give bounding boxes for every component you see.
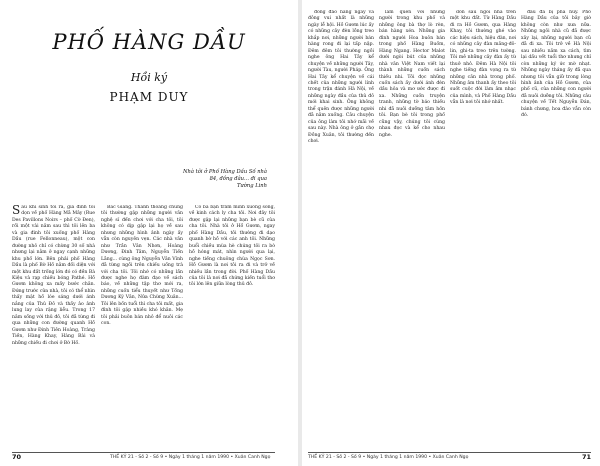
left-page (0, 0, 298, 466)
article-subtitle: Hồi ký (130, 71, 168, 84)
epigraph-source: Tường Linh (236, 183, 267, 189)
right-column-3 (450, 10, 516, 445)
article-author: PHẠM DUY (109, 90, 189, 104)
epigraph (183, 169, 267, 190)
left-column-1 (12, 205, 95, 445)
left-column-1-text: au khi sinh tôi ra, gia đình tôi dọn về phố Hàng Mã Mây (Rue Des Pavillons Noirs – phố Cờ Đen), rồi một vài năm sau thì tôi lên ba và gia đình tôi xuống phố Hàng Dầu (rue Fellonneau), một con đường nhỏ chỉ có chừng 30 số nhà nhưng lại nằm ở ngay cạnh những khu phố lớn. Bên phải phố Hàng Dầu là phố Bờ Hồ nằm đối diện với một khu đất trống lớn đó có đền Bà Kiệu và rạp chiếu bóng Pathé. Hồ Gươm không xa mấy bước chân. Đứng trước cửa nhà, tôi có thể nhìn thấy mặt hồ lóe sáng dưới ánh nắng của Thủ Đô và thấy ảo ảnh lung lay của rặng liễu. Trong 17 năm sống với thủ đô, tôi đã từng đi qua những con đường quanh Hồ Gươm như Đinh Tiên Hoàng, Tràng Tiền, Hàng Khay, Hàng Bài và những chiều đi chơi ở Bờ Hồ. (12, 205, 95, 346)
left-column-2-text: Bắc Giang. Thành thoảng chúng tôi thường gặp những người văn nghệ sĩ đến chơi với cha tôi, tôi không có dịp gặp lại họ về sau nhưng những hình ảnh ngày ấy vẫn còn nguyên vẹn. Các nhà văn như Trần Văn Nhơn, Hoàng Dương, Đinh Tâm, Nguyễn Tiến Lãng... cùng ông Nguyễn Văn Vĩnh đã từng ngồi trên chiếu uống trà với cha tôi. Tôi nhớ có những lần được nghe họ đàm đạo về sách báo, về những tập thơ mới ra, những cuốn tiểu thuyết như Tống Dương Ký Văn, Nửa Chừng Xuân... Tôi lên bốn tuổi thì cha tôi mất, gia đình tôi gặp nhiều khó khăn. Mẹ tôi phải buôn bán nhỏ để nuôi các con. (101, 205, 183, 327)
right-column-1 (308, 10, 374, 445)
page-number-left: 70 (12, 453, 22, 461)
epigraph-text: Nhà tôi ở Phố Hàng Dầu Số nhà 84, đồng đâu... đi qua (183, 169, 267, 182)
left-column-3-text: Có bà bạn trầm mình xuống sông, về kinh cách ly cha tôi. Nơi đây tôi được gặp lại những bạn bè cũ của cha tôi. Nhà tôi ở Hồ Gươm, ngay phố Hàng Dầu, tôi thường đi dạo quanh bờ hồ với các anh tôi. Những buổi chiều mùa hè chúng tôi ra bờ hồ hóng mát, nhìn người qua lại, nghe tiếng chuông chùa Ngọc Sơn. Hồ Gươm là nơi tôi ra đi và trở về nhiều lần trong đời. Phố Hàng Dầu của tôi là nơi đã chứng kiến tuổi thơ tôi lớn lên giữa lòng thủ đô. (189, 205, 275, 288)
footer-caption-left: THẾ KỶ 21 - Số 2 - Số 9 • Ngày 1 tháng 1 năm 1990 • Xuân Canh Ngọ (110, 455, 271, 460)
right-page (302, 0, 600, 466)
left-column-2 (101, 205, 183, 445)
page-number-right: 71 (581, 453, 591, 461)
footer-caption-right: THẾ KỶ 21 - Số 2 - Số 9 • Ngày 1 tháng 1 năm 1990 • Xuân Canh Ngọ (308, 455, 469, 460)
right-column-2 (379, 10, 445, 445)
right-column-1-text: đông đảo hàng ngày và đông vui nhất là những ngày lễ hội. Hồ Gươm lúc ấy có những cây đèn lồng treo khắp nơi, những người bán hàng rong đi lại tấp nập. Đêm đêm tôi thường ngồi nghe ông Hai Tây kể chuyện về những người Tây, người Tàu, người Pháp. Ông Hai Tây kể chuyện về cái chết của những người lính trong trận đánh Hà Nội, về những ngày đầu của thủ đô mới khai sinh. Ông không thể quên được những người đã nằm xuống. Câu chuyện của ông làm tôi nhớ mãi về sau này. Nhà ông ở gần chợ Đồng Xuân, tôi thường đến chơi. (308, 10, 374, 145)
right-column-4 (521, 10, 591, 445)
drop-cap: S (12, 205, 21, 217)
right-column-4-text: đầu đã bị phá hủy. Phố Hàng Dầu của tôi bây giờ không còn như xưa nữa. Những ngôi nhà cũ đã được xây lại, những người bạn cũ đã đi xa. Tôi trở về Hà Nội sau nhiều năm xa cách, tìm lại dấu vết tuổi thơ nhưng chỉ còn những ký ức mờ nhạt. Những ngày tháng ấy đã qua nhưng tôi vẫn giữ trong lòng hình ảnh của Hồ Gươm, của phố cũ, của những con người đã nuôi dưỡng tôi. Những câu chuyện về Tết Nguyễn Đán, bánh chưng, hoa đào vẫn còn đó. (521, 10, 591, 119)
left-column-3 (189, 205, 275, 445)
footer-rule-left (12, 452, 275, 453)
footer-rule-right (308, 452, 591, 453)
right-column-2-text: làm quen với những người trong khu phố và những ông bà thợ lò rèn, bán hàng xén. Những gia đình người Hoa buôn bán trong phố Hàng Buồm, Hàng Ngang. Hector Malot dưới ngòi bút của những nhà văn Việt Nam viết lại thành những cuốn sách thiếu nhi. Tôi đọc những cuốn sách ấy dưới ánh đèn dầu hỏa và mơ ước được đi xa. Những cuốn truyện tranh, những tờ báo thiếu nhi đã nuôi dưỡng tâm hồn tôi. Bạn bè tôi trong phố cũng vậy, chúng tôi cùng nhau đọc và kể cho nhau nghe. (379, 10, 445, 138)
right-column-3-text: dồn sáu ngôi nhà trên một khu đất. Từ Hàng Dầu đi ra Hồ Gươm, qua Hàng Khay, tôi thường ghé vào các hiệu sách, hiệu đàn, nơi có những cây đàn măng-đô-lin, ghi-ta treo trên tường. Tôi mê những cây đàn ấy từ thuở nhỏ. Đêm Hà Nội tôi nghe tiếng đàn vọng ra từ những căn nhà trong phố. Những âm thanh ấy theo tôi suốt cuộc đời làm âm nhạc của mình, và Phố Hàng Dầu vẫn là nơi tôi nhớ nhất. (450, 10, 516, 106)
article-title: PHỐ HÀNG DẦU (52, 30, 246, 54)
